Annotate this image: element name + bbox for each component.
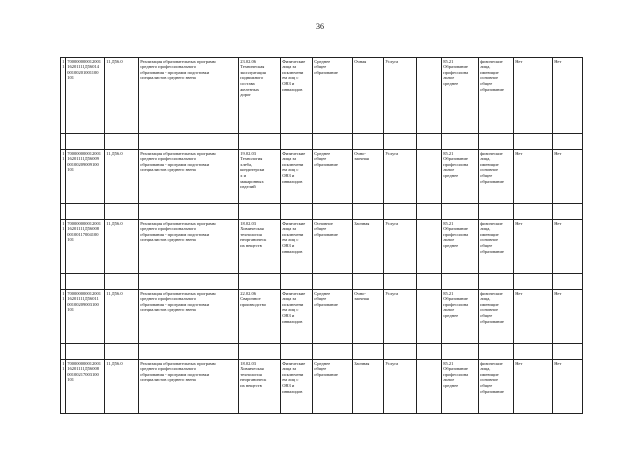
basic-service-code-text: 11.Д56.0 xyxy=(106,360,123,366)
flag-1-cell xyxy=(514,150,553,204)
separator-cell xyxy=(514,134,553,150)
specialty-text: 22.02.06 Сварочное производство xyxy=(240,290,267,307)
okved-text: 85.21 Образование профессиона льное среднее xyxy=(443,290,469,318)
flag-2-cell xyxy=(553,58,583,134)
education-level-cell xyxy=(313,58,353,134)
consumer-category-cell xyxy=(281,150,313,204)
service-name-text: Реализация образовательных программ среднего профессионального образования - программ подготовки специалистов среднего звена xyxy=(140,220,216,243)
flag-1-text: Нет xyxy=(515,360,523,366)
separator-cell xyxy=(139,134,239,150)
row-number-text: 11 xyxy=(62,360,65,372)
separator-cell xyxy=(105,344,139,360)
separator-cell xyxy=(353,134,384,150)
consumers-text: физические лица, имеющие основное общее образование xyxy=(480,290,504,324)
basic-service-code-text: 11.Д56.0 xyxy=(106,220,123,226)
consumer-category-cell xyxy=(281,58,313,134)
separator-cell xyxy=(66,134,105,150)
separator-cell xyxy=(281,134,313,150)
study-form-cell xyxy=(353,220,384,274)
service-name-text: Реализация образовательных программ среднего профессионального образования - программ подготовки специалистов среднего звена xyxy=(140,58,216,81)
separator-cell xyxy=(417,204,442,220)
consumer-category-text: Физические лица за исключени ем лиц с ОВЗ и инвалидов xyxy=(282,58,306,92)
activity-type-text: Услуга xyxy=(385,290,399,296)
separator-cell xyxy=(442,274,479,290)
row-separator xyxy=(61,204,583,220)
separator-cell xyxy=(514,344,553,360)
separator-cell xyxy=(313,344,353,360)
separator-cell xyxy=(553,134,583,150)
registry-code-text: 700000000012001 16201111Д56009 00100209009100 101 xyxy=(67,150,101,173)
flag-1-cell xyxy=(514,290,553,344)
separator-cell xyxy=(239,344,281,360)
basic-service-code-cell xyxy=(105,58,139,134)
study-form-cell xyxy=(353,150,384,204)
flag-1-cell xyxy=(514,220,553,274)
consumer-category-text: Физические лица за исключени ем лиц с ОВЗ и инвалидов xyxy=(282,220,306,254)
basic-service-code-text: 11.Д56.0 xyxy=(106,150,123,156)
empty-cell xyxy=(417,220,442,274)
flag-1-cell xyxy=(514,360,553,414)
separator-cell xyxy=(417,344,442,360)
separator-cell xyxy=(105,274,139,290)
row-separator xyxy=(61,274,583,290)
separator-cell xyxy=(139,274,239,290)
registry-code-text: 700000000012001 16201111Д56008 00100117004100 101 xyxy=(67,220,101,243)
specialty-cell xyxy=(239,360,281,414)
separator-cell xyxy=(479,134,514,150)
separator-cell xyxy=(553,344,583,360)
education-level-cell xyxy=(313,220,353,274)
consumers-cell xyxy=(479,290,514,344)
separator-cell xyxy=(66,274,105,290)
study-form-text: Очно- заочная xyxy=(354,290,369,302)
consumer-category-cell xyxy=(281,220,313,274)
service-name-cell xyxy=(139,150,239,204)
activity-type-text: Услуга xyxy=(385,360,399,366)
service-name-cell xyxy=(139,220,239,274)
activity-type-cell xyxy=(384,150,417,204)
registry-code-cell xyxy=(66,58,105,134)
service-name-text: Реализация образовательных программ среднего профессионального образования - программ подготовки специалистов среднего звена xyxy=(140,290,216,313)
separator-cell xyxy=(384,134,417,150)
activity-type-cell xyxy=(384,360,417,414)
study-form-text: Заочная xyxy=(354,220,370,226)
separator-cell xyxy=(66,204,105,220)
row-number-text: 11 xyxy=(62,58,65,70)
separator-cell xyxy=(313,134,353,150)
flag-2-text: Нет xyxy=(554,58,562,64)
row-number-text: 11 xyxy=(62,220,65,232)
basic-service-code-cell xyxy=(105,290,139,344)
separator-cell xyxy=(514,204,553,220)
study-form-text: Заочная xyxy=(354,360,370,366)
consumers-cell xyxy=(479,58,514,134)
education-level-text: Среднее общее образование xyxy=(314,360,338,377)
study-form-text: Очно- заочная xyxy=(354,150,369,162)
consumers-text: физические лица, имеющие основное общее образование xyxy=(480,220,504,254)
separator-cell xyxy=(553,274,583,290)
activity-type-text: Услуга xyxy=(385,220,399,226)
separator-cell xyxy=(66,344,105,360)
registry-code-text: 700000000012001 16201111Д56014 00100201001100 101 xyxy=(67,58,101,81)
separator-cell xyxy=(442,344,479,360)
separator-cell xyxy=(514,274,553,290)
okved-cell xyxy=(442,360,479,414)
registry-code-cell xyxy=(66,290,105,344)
consumer-category-text: Физические лица за исключени ем лиц с ОВЗ и инвалидов xyxy=(282,360,306,394)
separator-cell xyxy=(239,204,281,220)
flag-2-text: Нет xyxy=(554,150,562,156)
education-level-text: Основное общее образование xyxy=(314,220,338,237)
activity-type-text: Услуга xyxy=(385,58,399,64)
flag-2-cell xyxy=(553,360,583,414)
okved-text: 85.21 Образование профессиона льное среднее xyxy=(443,150,469,178)
separator-cell xyxy=(384,344,417,360)
okved-text: 85.21 Образование профессиона льное среднее xyxy=(443,58,469,86)
okved-text: 85.21 Образование профессиона льное среднее xyxy=(443,220,469,248)
empty-cell xyxy=(417,58,442,134)
service-name-text: Реализация образовательных программ среднего профессионального образования - программ подготовки специалистов среднего звена xyxy=(140,360,216,383)
flag-1-cell xyxy=(514,58,553,134)
service-name-cell xyxy=(139,58,239,134)
consumers-cell xyxy=(479,150,514,204)
flag-2-text: Нет xyxy=(554,360,562,366)
service-name-cell xyxy=(139,360,239,414)
flag-1-text: Нет xyxy=(515,290,523,296)
separator-cell xyxy=(384,274,417,290)
basic-service-code-cell xyxy=(105,150,139,204)
education-level-text: Среднее общее образование xyxy=(314,290,338,307)
study-form-cell xyxy=(353,360,384,414)
separator-cell xyxy=(281,204,313,220)
registry-table xyxy=(60,57,583,414)
registry-code-cell xyxy=(66,220,105,274)
separator-cell xyxy=(353,344,384,360)
service-name-text: Реализация образовательных программ среднего профессионального образования - программ подготовки специалистов среднего звена xyxy=(140,150,216,173)
okved-cell xyxy=(442,150,479,204)
registry-code-text: 700000000012001 16201111Д56011 00100209003100 101 xyxy=(67,290,101,313)
separator-cell xyxy=(442,134,479,150)
education-level-cell xyxy=(313,150,353,204)
separator-cell xyxy=(479,204,514,220)
consumer-category-text: Физические лица за исключени ем лиц с ОВЗ и инвалидов xyxy=(282,150,306,184)
registry-body xyxy=(61,58,583,414)
separator-cell xyxy=(313,204,353,220)
education-level-cell xyxy=(313,290,353,344)
empty-cell xyxy=(417,290,442,344)
separator-cell xyxy=(353,274,384,290)
specialty-text: 18.02.03 Химическая технология неорганическ их веществ xyxy=(240,360,267,388)
consumers-cell xyxy=(479,360,514,414)
flag-1-text: Нет xyxy=(515,58,523,64)
okved-cell xyxy=(442,290,479,344)
activity-type-text: Услуга xyxy=(385,150,399,156)
table-row xyxy=(61,360,583,414)
study-form-cell xyxy=(353,290,384,344)
consumer-category-cell xyxy=(281,290,313,344)
registry-code-cell xyxy=(66,150,105,204)
basic-service-code-text: 11.Д56.0 xyxy=(106,290,123,296)
flag-2-text: Нет xyxy=(554,290,562,296)
consumers-text: физические лица, имеющие основное общее образование xyxy=(480,150,504,184)
flag-2-cell xyxy=(553,220,583,274)
specialty-cell xyxy=(239,220,281,274)
separator-cell xyxy=(417,274,442,290)
specialty-cell xyxy=(239,150,281,204)
flag-2-cell xyxy=(553,290,583,344)
flag-2-text: Нет xyxy=(554,220,562,226)
consumers-cell xyxy=(479,220,514,274)
separator-cell xyxy=(479,344,514,360)
service-name-cell xyxy=(139,290,239,344)
consumers-text: физические лица, имеющие основное общее образование xyxy=(480,360,504,394)
separator-cell xyxy=(239,134,281,150)
row-number-text: 11 xyxy=(62,290,65,302)
separator-cell xyxy=(553,204,583,220)
education-level-cell xyxy=(313,360,353,414)
specialty-text: 19.02.03 Технология хлеба, кондитерски х и макаронных изделий xyxy=(240,150,265,190)
table-row xyxy=(61,58,583,134)
study-form-cell xyxy=(353,58,384,134)
separator-cell xyxy=(139,204,239,220)
specialty-text: 18.02.03 Химическая технология неорганическ их веществ xyxy=(240,220,267,248)
consumer-category-text: Физические лица за исключени ем лиц с ОВЗ и инвалидов xyxy=(282,290,306,324)
basic-service-code-text: 11.Д56.0 xyxy=(106,58,123,64)
flag-2-cell xyxy=(553,150,583,204)
separator-cell xyxy=(479,274,514,290)
specialty-cell xyxy=(239,58,281,134)
separator-cell xyxy=(384,204,417,220)
activity-type-cell xyxy=(384,58,417,134)
registry-code-text: 700000000012001 16201111Д56008 00100217003100 101 xyxy=(67,360,101,383)
separator-cell xyxy=(313,274,353,290)
basic-service-code-cell xyxy=(105,220,139,274)
consumers-text: физические лица, имеющие основное общее образование xyxy=(480,58,504,92)
separator-cell xyxy=(442,204,479,220)
flag-1-text: Нет xyxy=(515,220,523,226)
row-separator xyxy=(61,134,583,150)
study-form-text: Очная xyxy=(354,58,367,64)
okved-text: 85.21 Образование профессиона льное среднее xyxy=(443,360,469,388)
education-level-text: Среднее общее образование xyxy=(314,150,338,167)
separator-cell xyxy=(281,344,313,360)
registry-code-cell xyxy=(66,360,105,414)
consumer-category-cell xyxy=(281,360,313,414)
flag-1-text: Нет xyxy=(515,150,523,156)
basic-service-code-cell xyxy=(105,360,139,414)
separator-cell xyxy=(105,134,139,150)
specialty-text: 23.02.06 Техническая эксплуатация подвижного состава железных дорог xyxy=(240,58,266,98)
separator-cell xyxy=(139,344,239,360)
empty-cell xyxy=(417,360,442,414)
separator-cell xyxy=(417,134,442,150)
empty-cell xyxy=(417,150,442,204)
table-row xyxy=(61,150,583,204)
page-number: 36 xyxy=(316,22,324,31)
education-level-text: Среднее общее образование xyxy=(314,58,338,75)
activity-type-cell xyxy=(384,220,417,274)
okved-cell xyxy=(442,58,479,134)
table-row xyxy=(61,290,583,344)
table-row xyxy=(61,220,583,274)
specialty-cell xyxy=(239,290,281,344)
separator-cell xyxy=(353,204,384,220)
separator-cell xyxy=(281,274,313,290)
okved-cell xyxy=(442,220,479,274)
row-number-text: 11 xyxy=(62,150,65,162)
separator-cell xyxy=(105,204,139,220)
separator-cell xyxy=(239,274,281,290)
activity-type-cell xyxy=(384,290,417,344)
row-separator xyxy=(61,344,583,360)
